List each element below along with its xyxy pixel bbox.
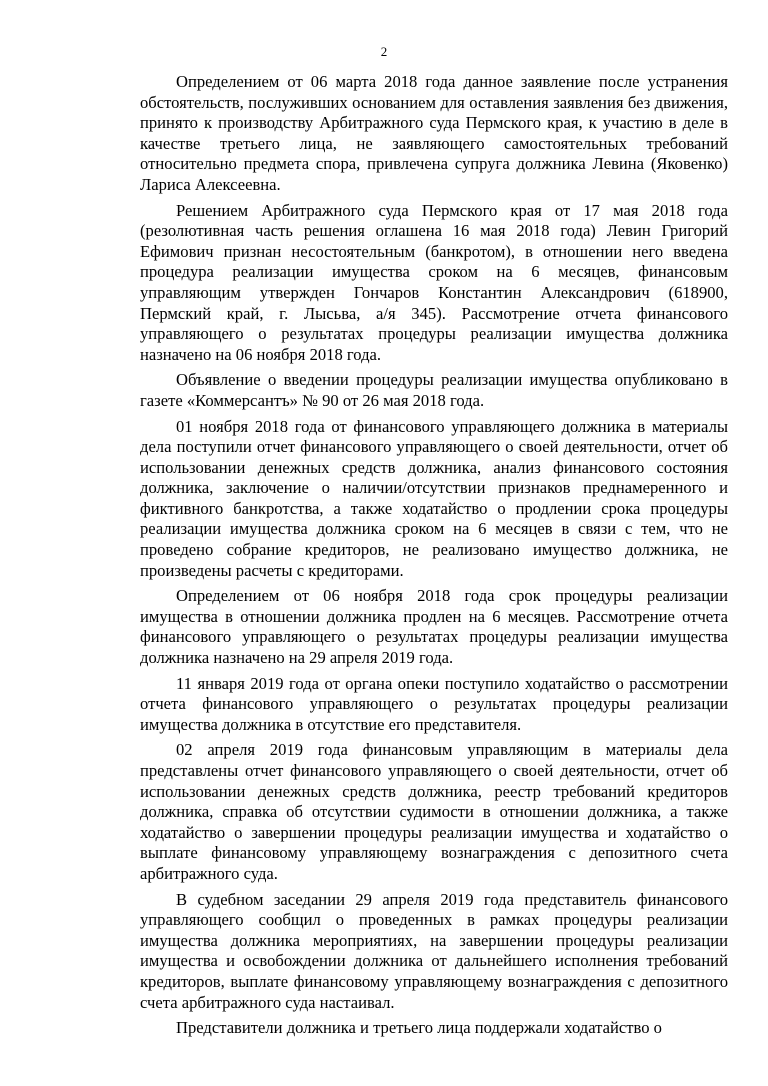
paragraph-5: Определением от 06 ноября 2018 года срок процедуры реализации имущества в отношении должника продлен на 6 месяцев. Рассмотрение отчета финансового управляющего о результатах процедуры реализации имущества должника назначено на 29 апреля 2019 года. <box>140 586 728 668</box>
document-body <box>140 72 728 1044</box>
paragraph-6: 11 января 2019 года от органа опеки поступило ходатайство о рассмотрении отчета финансового управляющего о результатах процедуры реализации имущества должника в отсутствие его представителя. <box>140 673 728 734</box>
paragraph-9: Представители должника и третьего лица поддержали ходатайство о <box>176 1018 662 1038</box>
paragraph-3: Объявление о введении процедуры реализации имущества опубликовано в газете «Коммерсантъ» № 90 от 26 мая 2018 года. <box>140 370 728 410</box>
paragraph-8: В судебном заседании 29 апреля 2019 года представитель финансового управляющего сообщил о проведенных в рамках процедуры реализации имущества должника мероприятиях, на завершении процедуры реализации имущества и освобождении должника от дальнейшего исполнения требований кредиторов, выплате финансовому управляющему вознаграждения с депозитного счета арбитражного суда настаивал. <box>140 889 728 1012</box>
page-number: 2 <box>380 44 388 59</box>
paragraph-1: Определением от 06 марта 2018 года данное заявление после устранения обстоятельств, послуживших основанием для оставления заявления без движения, принято к производству Арбитражного суда Пермского края, к участию в деле в качестве третьего лица, не заявляющего самостоятельных требований относительно предмета спора, привлечена супруга должника Левина (Яковенко) Лариса Алексеевна. <box>140 72 728 194</box>
paragraph-4: 01 ноября 2018 года от финансового управляющего должника в материалы дела поступили отчет финансового управляющего о своей деятельности, отчет об использовании денежных средств должника, анализ финансового состояния должника, заключение о наличии/отсутствии признаков преднамеренного и фиктивного банкротства, а также ходатайство о продлении срока процедуры реализации имущества должника сроком на 6 месяцев в связи с тем, что не проведено собрание кредиторов, не реализовано имущество должника, не произведены расчеты с кредиторами. <box>140 416 728 580</box>
paragraph-2: Решением Арбитражного суда Пермского края от 17 мая 2018 года (резолютивная часть решения оглашена 16 мая 2018 года) Левин Григорий Ефимович признан несостоятельным (банкротом), в отношении него введена процедура реализации имущества сроком на 6 месяцев, финансовым управляющим утвержден Гончаров Константин Александрович (618900, Пермский край, г. Лысьва, а/я 345). Рассмотрение отчета финансового управляющего о результатах процедуры реализации имущества должника назначено на 06 ноября 2018 года. <box>140 200 728 364</box>
paragraph-7: 02 апреля 2019 года финансовым управляющим в материалы дела представлены отчет финансового управляющего о своей деятельности, отчет об использовании денежных средств должника, реестр требований кредиторов должника, справка об отсутствии судимости в отношении должника, а также ходатайство о завершении процедуры реализации имущества и ходатайство о выплате финансовому управляющему вознаграждения с депозитного счета арбитражного суда. <box>140 740 728 883</box>
